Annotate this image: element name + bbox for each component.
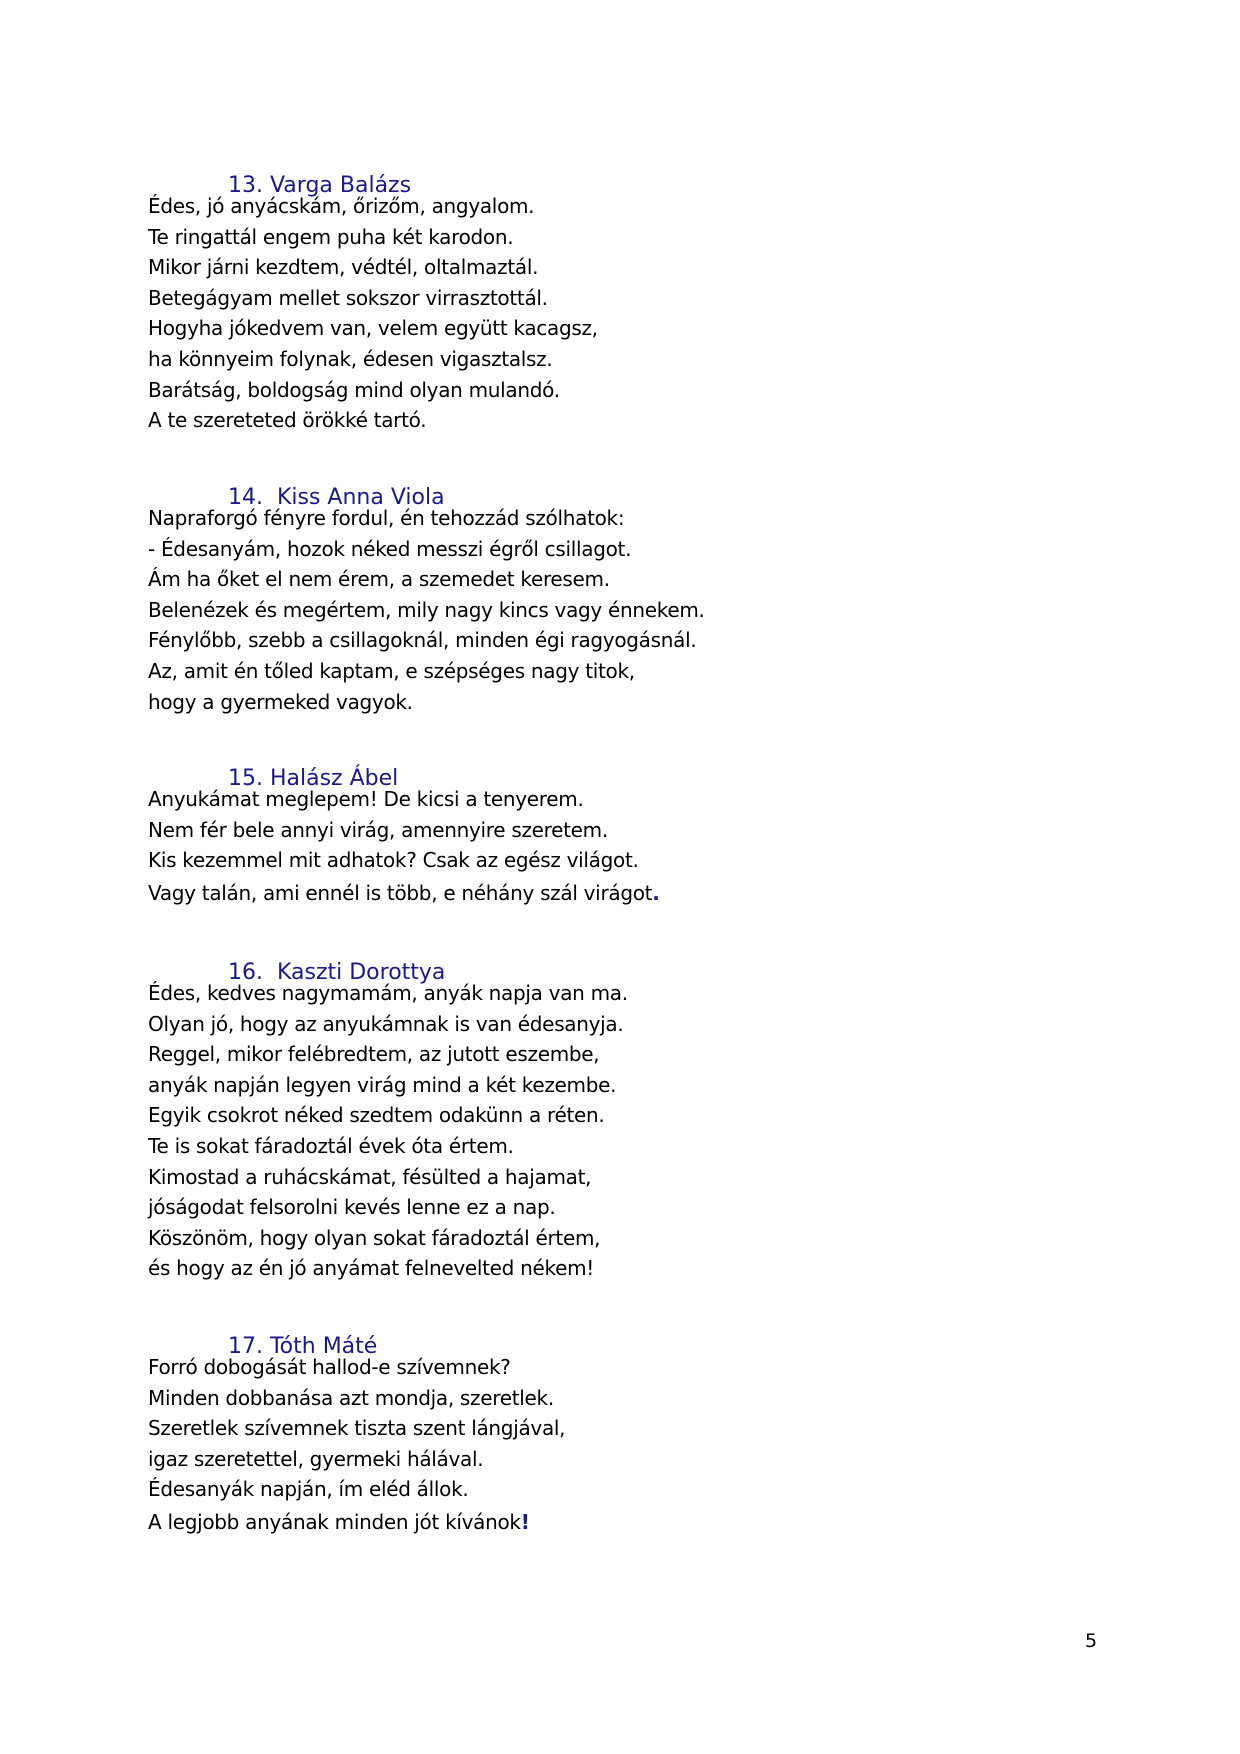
poem-line: Az, amit én tőled kaptam, e szépséges nagy titok, xyxy=(148,658,635,683)
poem-line: Kimostad a ruhácskámat, fésülted a hajamat, xyxy=(148,1164,592,1189)
poem-line-text: Vagy talán, ami ennél is több, e néhány szál virágot xyxy=(148,880,653,905)
poem-line: Belenézek és megértem, mily nagy kincs vagy énnekem. xyxy=(148,597,705,622)
poem-line: jóságodat felsorolni kevés lenne ez a nap. xyxy=(148,1195,556,1220)
poem-line: Olyan jó, hogy az anyukámnak is van édesanyja. xyxy=(148,1011,624,1036)
heading-number: 13. xyxy=(227,173,263,198)
poem-line: A te szereteted örökké tartó. xyxy=(148,408,427,433)
poem-line: Nem fér bele annyi virág, amennyire szeretem. xyxy=(148,817,608,842)
poem-line: Ám ha őket el nem érem, a szemedet keresem. xyxy=(148,567,610,592)
heading-author: Kiss Anna Viola xyxy=(276,485,445,510)
poem-line: Szeretlek szívemnek tiszta szent lángjával, xyxy=(148,1416,566,1441)
poem-line: anyák napján legyen virág mind a két kezembe. xyxy=(148,1072,617,1097)
poem-line: hogy a gyermeked vagyok. xyxy=(148,689,413,714)
poem-line: Napraforgó fényre fordul, én tehozzád szólhatok: xyxy=(148,506,625,530)
poem-line-text: A legjobb anyának minden jót kívánok xyxy=(148,1509,521,1534)
poem-line: Egyik csokrot néked szedtem odakünn a réten. xyxy=(148,1103,605,1128)
poem-line: és hogy az én jó anyámat felnevelted nékem! xyxy=(148,1256,594,1281)
poem-line-end-mark: . xyxy=(652,880,660,905)
poem-line: Minden dobbanása azt mondja, szeretlek. xyxy=(148,1385,554,1410)
poem-line: Köszönöm, hogy olyan sokat fáradoztál értem, xyxy=(148,1225,601,1250)
poem-line: Betegágyam mellet sokszor virrasztottál. xyxy=(148,285,548,310)
poem-lines xyxy=(148,1352,565,1538)
poem-line: Kis kezemmel mit adhatok? Csak az egész világot. xyxy=(148,848,639,873)
poem-line: ha könnyeim folynak, édesen vigasztalsz. xyxy=(148,346,553,371)
heading-number: 16. xyxy=(227,960,263,985)
poem-line: Forró dobogását hallod-e szívemnek? xyxy=(148,1355,511,1379)
poem-line: Édesanyák napján, ím eléd állok. xyxy=(148,1477,469,1502)
poem-line: Mikor járni kezdtem, védtél, oltalmaztál. xyxy=(148,255,539,280)
poem-line: Fénylőbb, szebb a csillagoknál, minden égi ragyogásnál. xyxy=(148,628,697,653)
poem-line: Édes, kedves nagymamám, anyák napja van ma. xyxy=(148,981,628,1005)
heading-number: 14. xyxy=(227,485,263,510)
poem-line: Barátság, boldogság mind olyan mulandó. xyxy=(148,377,560,402)
poem-lines xyxy=(148,784,660,908)
poem-line-end-mark: ! xyxy=(520,1509,530,1534)
poem-line xyxy=(148,1507,565,1538)
poem-line: Anyukámat meglepem! De kicsi a tenyerem. xyxy=(148,787,584,811)
poem-line: Édes, jó anyácskám, őrizőm, angyalom. xyxy=(148,194,535,218)
heading-author: Halász Ábel xyxy=(269,766,399,791)
poem-line: igaz szeretettel, gyermeki hálával. xyxy=(148,1446,484,1471)
poem-line: Reggel, mikor felébredtem, az jutott eszembe, xyxy=(148,1042,600,1067)
poem-line: Te ringattál engem puha két karodon. xyxy=(148,224,514,249)
poem-lines xyxy=(148,503,705,717)
heading-author: Varga Balázs xyxy=(269,173,412,198)
heading-number: 17. xyxy=(227,1334,263,1359)
heading-author: Kaszti Dorottya xyxy=(276,960,446,985)
poem-line: Hogyha jókedvem van, velem együtt kacagsz, xyxy=(148,316,598,341)
heading-author: Tóth Máté xyxy=(269,1334,378,1359)
heading-number: 15. xyxy=(227,766,263,791)
poem-lines xyxy=(148,191,598,436)
poem-lines xyxy=(148,978,628,1284)
page-number: 5 xyxy=(1085,1630,1098,1652)
poem-line: - Édesanyám, hozok néked messzi égről csillagot. xyxy=(148,536,632,561)
poem-line xyxy=(148,878,660,909)
poem-line: Te is sokat fáradoztál évek óta értem. xyxy=(148,1133,514,1158)
